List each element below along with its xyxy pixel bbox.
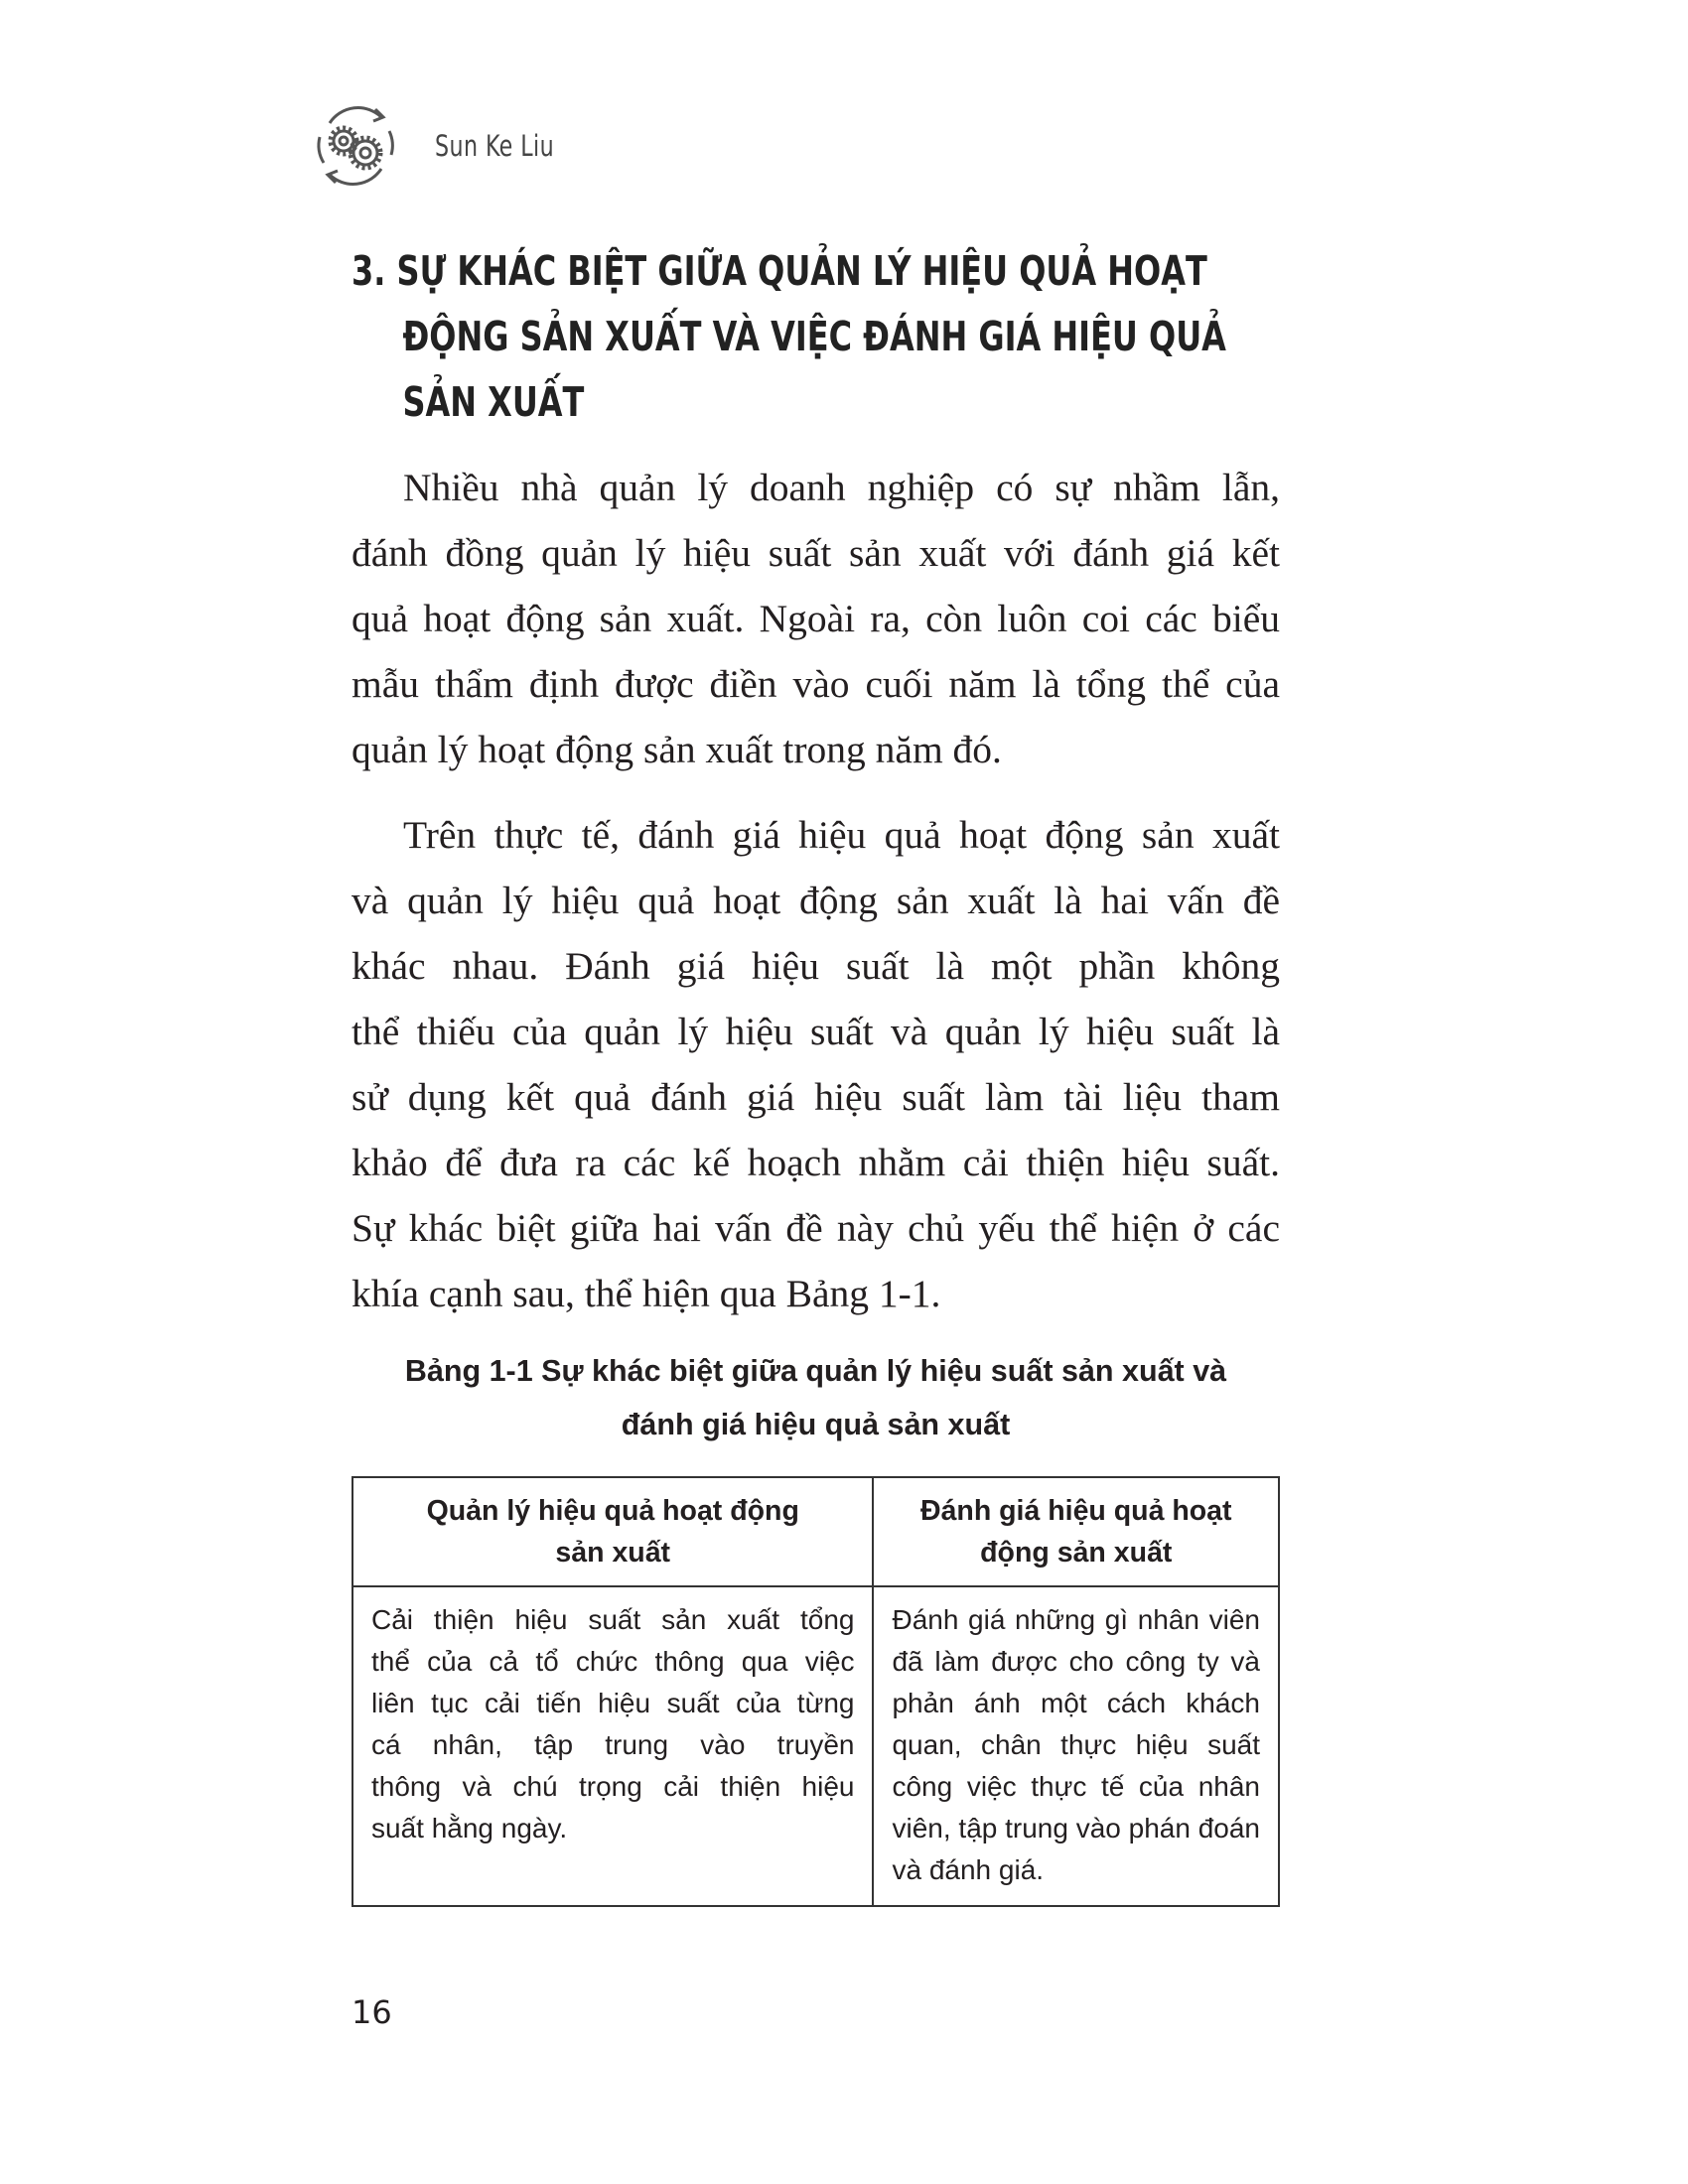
text-line: Đánh giá những gì nhân viên — [892, 1604, 1260, 1635]
table-header-evaluation — [873, 1477, 1279, 1586]
comparison-table — [352, 1476, 1280, 1907]
text-line: phản ánh một cách khách — [892, 1688, 1260, 1718]
paragraph-1 — [352, 455, 1280, 782]
text-line: liên tục cải tiến hiệu suất của từng — [371, 1688, 855, 1718]
text-line: và quản lý hiệu quả hoạt động sản xuất là hai vấn đề — [352, 879, 1280, 922]
text-line: suất hằng ngày. — [371, 1813, 568, 1843]
text-line: thể của cả tổ chức thông qua việc — [371, 1646, 855, 1677]
table-header-row — [352, 1477, 1279, 1586]
caption-line: Bảng 1-1 Sự khác biệt giữa quản lý hiệu suất sản xuất và — [404, 1354, 1227, 1388]
text-line: thông và chú trọng cải thiện hiệu — [371, 1771, 855, 1802]
heading-line: ĐỘNG SẢN XUẤT VÀ VIỆC ĐÁNH GIÁ HIỆU QUẢ — [402, 313, 1226, 360]
text-line: quản lý hoạt động sản xuất trong năm đó. — [352, 728, 1002, 771]
text-line: công việc thực tế của nhân — [892, 1771, 1260, 1802]
gears-cycle-icon — [310, 103, 401, 189]
header-line: Quản lý hiệu quả hoạt động — [426, 1495, 799, 1527]
table-cell-management — [352, 1586, 873, 1906]
text-line: và đánh giá. — [892, 1854, 1045, 1885]
table-row — [352, 1586, 1279, 1906]
text-line: khía cạnh sau, thể hiện qua Bảng 1-1. — [352, 1272, 941, 1315]
heading-line: 3. SỰ KHÁC BIỆT GIỮA QUẢN LÝ HIỆU QUẢ HOẠT — [352, 247, 1207, 295]
text-line: viên, tập trung vào phán đoán — [892, 1813, 1260, 1843]
caption-line: đánh giá hiệu quả sản xuất — [621, 1408, 1011, 1441]
text-line: khác nhau. Đánh giá hiệu suất là một phần không — [352, 944, 1280, 988]
heading-line: SẢN XUẤT — [402, 378, 585, 426]
text-line: Trên thực tế, đánh giá hiệu quả hoạt động sản xuất — [403, 813, 1280, 857]
text-line: đã làm được cho công ty và — [892, 1646, 1260, 1677]
text-line: quan, chân thực hiệu suất — [892, 1729, 1260, 1760]
table-cell-evaluation — [873, 1586, 1279, 1906]
table-header-management — [352, 1477, 873, 1586]
text-line: quả hoạt động sản xuất. Ngoài ra, còn luôn coi các biểu — [352, 597, 1280, 640]
text-line: mẫu thẩm định được điền vào cuối năm là tổng thể của — [352, 662, 1280, 706]
table-caption — [352, 1344, 1280, 1451]
text-line: cá nhân, tập trung vào truyền — [371, 1729, 855, 1760]
text-line: sử dụng kết quả đánh giá hiệu suất làm tài liệu tham — [352, 1075, 1280, 1119]
text-line: Sự khác biệt giữa hai vấn đề này chủ yếu thể hiện ở các — [352, 1206, 1280, 1250]
running-header — [310, 103, 575, 189]
text-line: khảo để đưa ra các kế hoạch nhằm cải thiện hiệu suất. — [352, 1141, 1280, 1184]
text-line: thể thiếu của quản lý hiệu suất và quản lý hiệu suất là — [352, 1010, 1280, 1053]
author-name: Sun Ke Liu — [435, 129, 555, 163]
text-line: đánh đồng quản lý hiệu suất sản xuất với đánh giá kết — [352, 531, 1280, 575]
paragraph-2 — [352, 802, 1280, 1326]
header-line: sản xuất — [555, 1537, 671, 1569]
text-line: Cải thiện hiệu suất sản xuất tổng — [371, 1604, 855, 1635]
header-line: Đánh giá hiệu quả hoạt — [919, 1495, 1232, 1527]
page-number: 16 — [352, 1993, 392, 2031]
section-heading — [352, 238, 1344, 435]
header-line: động sản xuất — [980, 1537, 1173, 1569]
text-line: Nhiều nhà quản lý doanh nghiệp có sự nhầm lẫn, — [403, 466, 1280, 509]
